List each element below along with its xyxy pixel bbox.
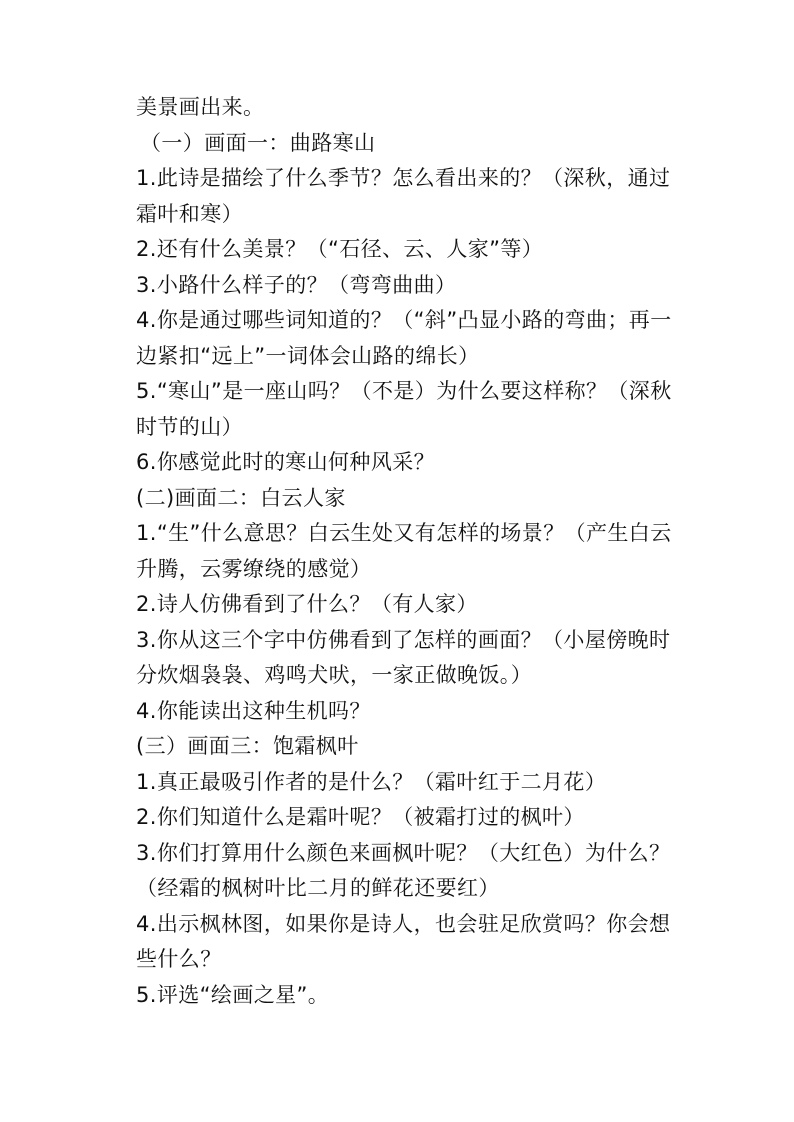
text-line: 霜叶和寒） [136, 201, 243, 226]
text-line: 4.出示枫林图，如果你是诗人，也会驻足欣赏吗？你会想 [136, 911, 671, 936]
text-line: 升腾，云雾缭绕的感觉） [136, 556, 372, 581]
text-line: 美景画出来。 [136, 95, 265, 119]
text-line: 6.你感觉此时的寒山何种风采？ [136, 450, 436, 474]
text-line: 1.“生”什么意思？白云生处又有怎样的场景？（产生白云 [136, 521, 672, 545]
text-line: （经霜的枫树叶比二月的鲜花还要红） [136, 876, 500, 900]
text-line: 2.你们知道什么是霜叶呢？（被霜打过的枫叶） [136, 805, 585, 829]
text-line: 边紧扣“远上”一词体会山路的绵长） [136, 343, 480, 368]
text-line: 2.诗人仿佛看到了什么？（有人家） [136, 592, 478, 616]
text-line: 5.评选“绘画之星”。 [136, 982, 330, 1007]
text-line: 时节的山） [136, 414, 243, 439]
text-line: 1.真正最吸引作者的是什么？（霜叶红于二月花） [136, 769, 607, 794]
body-text [136, 90, 706, 1013]
section-heading: (二)画面二：白云人家 [136, 485, 346, 510]
section-heading: （一）画面一：曲路寒山 [140, 130, 376, 155]
text-line: 5.“寒山”是一座山吗？（不是）为什么要这样称？（深秋 [136, 379, 672, 403]
text-line: 些什么？ [136, 947, 222, 971]
text-line: 3.你们打算用什么颜色来画枫叶呢？（大红色）为什么？ [136, 840, 671, 865]
text-line: 3.你从这三个字中仿佛看到了怎样的画面？（小屋傍晚时 [136, 627, 671, 652]
text-line: 分炊烟袅袅、鸡鸣犬吠，一家正做晚饭。） [136, 663, 533, 687]
text-line: 4.你是通过哪些词知道的？（“斜”凸显小路的弯曲；再一 [136, 308, 672, 332]
section-heading: (三）画面三：饱霜枫叶 [136, 734, 359, 758]
text-line: 1.此诗是描绘了什么季节？怎么看出来的？（深秋，通过 [136, 166, 671, 190]
text-line: 2.还有什么美景？（“石径、云、人家”等） [136, 237, 544, 261]
text-line: 3.小路什么样子的？（弯弯曲曲） [136, 272, 457, 297]
text-line: 4.你能读出这种生机吗？ [136, 698, 371, 723]
